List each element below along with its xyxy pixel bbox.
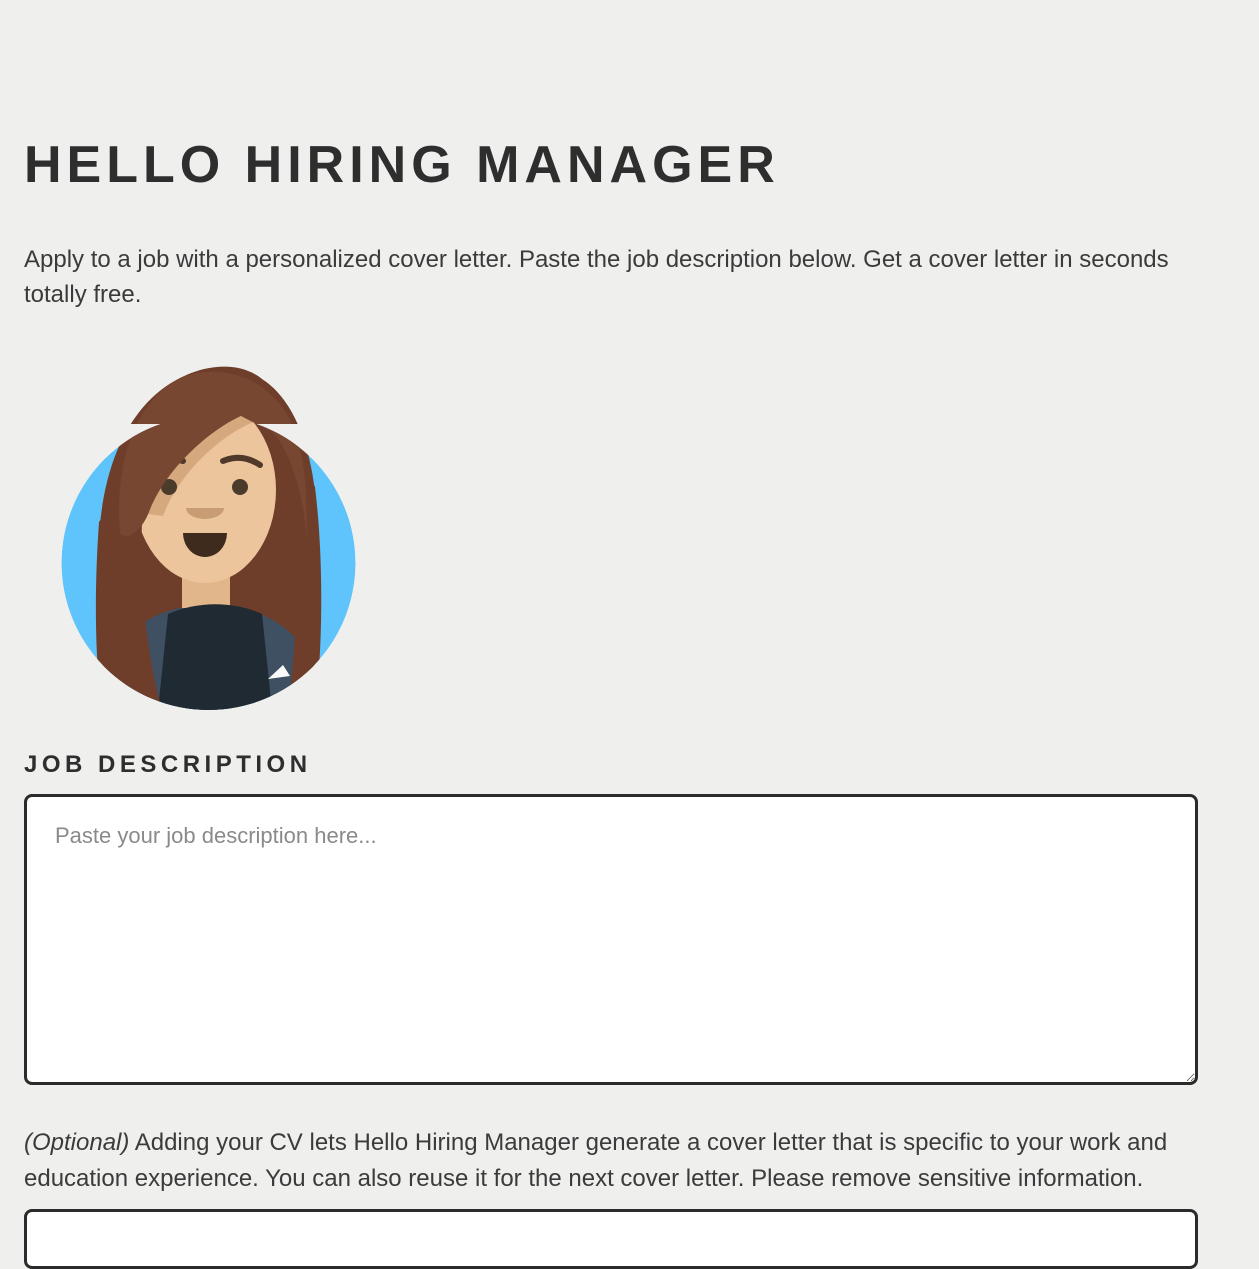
- cv-note: [24, 1125, 1198, 1197]
- avatar-right-eye: [232, 479, 248, 495]
- avatar-illustration: [52, 362, 365, 710]
- page-title: HELLO HIRING MANAGER: [24, 136, 780, 194]
- cv-input-partial[interactable]: [24, 1209, 1198, 1269]
- intro-text: Apply to a job with a personalized cover letter. Paste the job description below. Get a cover letter in seconds totally free.: [24, 246, 1169, 308]
- cover-letter-generator-page: [24, 0, 1198, 1269]
- cv-note-optional: (Optional): [24, 1129, 130, 1156]
- job-description-label: JOB DESCRIPTION: [24, 751, 312, 778]
- job-description-input[interactable]: [24, 794, 1198, 1085]
- avatar-shirt: [158, 604, 272, 710]
- avatar: [52, 362, 365, 710]
- cv-note-text: Adding your CV lets Hello Hiring Manager generate a cover letter that is specific to your work and education experience. You can also reuse it for the next cover letter. Please remove sensitive information.: [24, 1129, 1168, 1192]
